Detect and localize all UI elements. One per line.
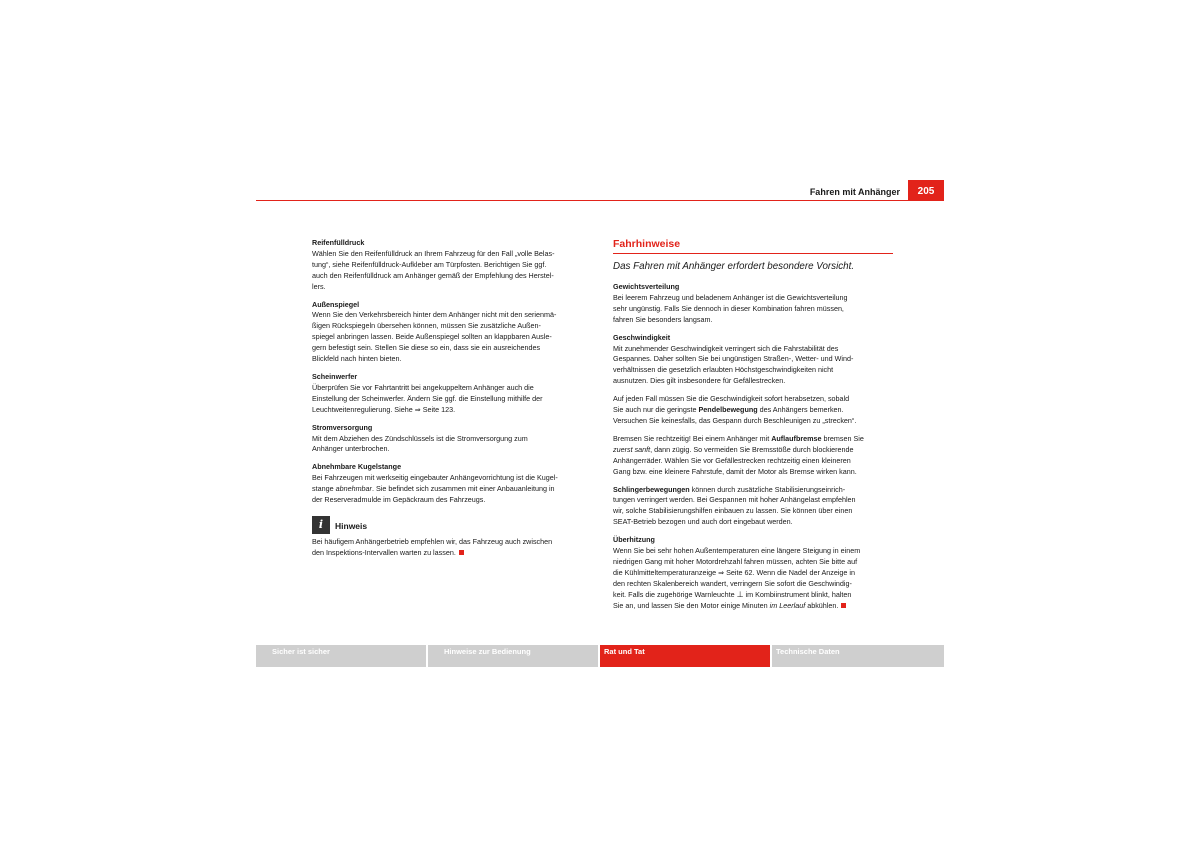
paragraph-ueberhitzung — [613, 546, 893, 611]
text-line: ßigen Rückspiegeln übersehen können, müssen Sie zusätzliche Außen- — [312, 321, 541, 331]
text-line: Wenn Sie bei sehr hohen Außentemperaturen eine längere Steigung in einem — [613, 546, 861, 556]
tab-technische-daten[interactable]: Technische Daten — [772, 645, 944, 667]
emphasis: zuerst sanft — [613, 444, 651, 454]
text-line: Wählen Sie den Reifenfülldruck an Ihrem Fahrzeug für den Fall „volle Belas- — [312, 248, 555, 258]
right-column — [613, 238, 893, 618]
text-line: Gespannes. Daher sollten Sie bei ungünstigen Straßen-, Wetter- und Wind- — [613, 354, 854, 364]
text-line: sehr ungünstig. Falls Sie dennoch in dieser Kombination fahren müssen, — [613, 303, 844, 313]
section-stromversorgung — [312, 423, 592, 456]
section-heading: Überhitzung — [613, 535, 655, 545]
text-run: keit. Falls die zugehörige Warnleuchte — [613, 589, 737, 599]
text-line: Bei Fahrzeugen mit werkseitig eingebauter Anhängevorrichtung ist die Kugel- — [312, 473, 558, 483]
section-aussenspiegel — [312, 300, 592, 365]
text-line: ausnutzen. Dies gilt insbesondere für Gefällestrecken. — [613, 376, 786, 386]
bold-term: Auflaufbremse — [771, 433, 822, 443]
note-body — [312, 537, 592, 559]
text-line: tung“, siehe Reifenfülldruck-Aufkleber am Türpfosten. Berichtigen Sie ggf. — [312, 259, 547, 269]
info-icon: i — [312, 516, 330, 534]
footer-tabs — [256, 645, 944, 667]
section-heading: Gewichtsverteilung — [613, 282, 680, 291]
paragraph-geschwindigkeit-1 — [613, 344, 893, 388]
tab-sicher-ist-sicher[interactable]: Sicher ist sicher — [256, 645, 426, 667]
text-run: abkühlen. — [805, 600, 839, 610]
text-line: Versuchen Sie keinesfalls, das Gespann durch Beschleunigen zu „strecken“. — [613, 415, 857, 425]
emphasis: im Leerlauf — [769, 600, 806, 610]
text-line: Bei häufigem Anhängerbetrieb empfehlen wir, das Fahrzeug auch zwischen — [312, 536, 553, 546]
section-heading: Geschwindigkeit — [613, 332, 671, 342]
text-line: Anhängerräder. Wählen Sie vor Gefällestrecken rechtzeitig einen kleineren — [613, 455, 851, 465]
page-reference-link[interactable]: Leuchtweitenregulierung. Siehe ⇒ Seite 123. — [312, 404, 456, 414]
text-line: SEAT-Betrieb bezogen und auch dort eingebaut werden. — [613, 517, 793, 527]
section-kugelstange — [312, 462, 592, 506]
text-line: Anhänger unterbrochen. — [312, 444, 390, 454]
tab-hinweise-zur-bedienung[interactable]: Hinweise zur Bedienung — [428, 645, 598, 667]
text-line — [613, 485, 893, 496]
text-line — [312, 548, 592, 559]
running-header-title: Fahren mit Anhänger — [809, 187, 900, 197]
section-heading: Abnehmbare Kugelstange — [312, 462, 402, 472]
text-run: Bremsen Sie rechtzeitig! Bei einem Anhänger mit — [613, 433, 772, 443]
header-rule — [256, 200, 944, 201]
text-line — [613, 590, 893, 601]
text-line: lers. — [312, 281, 326, 291]
emphasis: abnehmbar — [335, 484, 372, 494]
text-line: fahren Sie besonders langsam. — [613, 314, 713, 324]
text-line: tungen verringert werden. Bei Gespannen mit hoher Anhängelast empfehlen — [613, 495, 856, 505]
note-header — [312, 516, 592, 534]
coolant-warning-icon: ⊥ — [736, 589, 744, 599]
section-reifenfuelldruck — [312, 238, 592, 293]
text-line: Überprüfen Sie vor Fahrtantritt bei angekuppeltem Anhänger auch die — [312, 382, 534, 392]
text-line: der Reserveradmulde im Gepäckraum des Fahrzeugs. — [312, 495, 486, 505]
bold-term: Pendelbewegung — [698, 405, 758, 415]
text-run: im Kombiinstrument blinkt, halten — [743, 589, 852, 599]
text-line — [613, 405, 893, 416]
text-run: bremsen Sie — [821, 433, 864, 443]
paragraph-geschwindigkeit-4 — [613, 485, 893, 529]
text-line — [312, 484, 592, 495]
page-reference-link[interactable]: die Kühlmitteltemperaturanzeige ⇒ Seite 62. Wenn die Nadel der Anzeige in — [613, 567, 856, 577]
text-line — [613, 601, 893, 612]
page-number: 205 — [908, 180, 944, 201]
text-line: verhältnissen die gesetzlich erlaubten Höchstgeschwindigkeiten nicht — [613, 365, 834, 375]
text-line: Mit zunehmender Geschwindigkeit verringert sich die Fahrstabilität des — [613, 343, 839, 353]
text-run: , dann zügig. So vermeiden Sie Bremsstöße durch blockierende — [650, 444, 854, 454]
section-heading: Stromversorgung — [312, 422, 373, 432]
paragraph-geschwindigkeit-2 — [613, 394, 893, 427]
text-run: stange — [312, 484, 336, 494]
text-line: gern befestigt sein. Stellen Sie diese so ein, dass sie ein ausreichendes — [312, 343, 541, 353]
section-intro: Das Fahren mit Anhänger erfordert besondere Vorsicht. — [613, 261, 855, 272]
section-scheinwerfer — [312, 372, 592, 416]
text-line: spiegel anbringen lassen. Beide Außenspiegel sollten an klappbaren Ausle- — [312, 332, 552, 342]
note-box — [312, 516, 592, 559]
text-run: Sie auch nur die geringste — [613, 405, 699, 415]
text-line: Blickfeld nach hinten bieten. — [312, 354, 402, 364]
text-line: Mit dem Abziehen des Zündschlüssels ist die Stromversorgung zum — [312, 433, 528, 443]
paragraph-geschwindigkeit-3 — [613, 434, 893, 478]
text-line: den rechten Skalenbereich wandert, verringern Sie sofort die Geschwindig- — [613, 578, 852, 588]
paragraph-gewichtsverteilung — [613, 293, 893, 326]
text-line: Gang bzw. eine kleinere Fahrstufe, damit der Motor als Bremse wirken kann. — [613, 466, 857, 476]
text-run: können durch zusätzliche Stabilisierungseinrich- — [689, 484, 846, 494]
section-heading: Reifenfülldruck — [312, 238, 365, 247]
text-line: Bei leerem Fahrzeug und beladenem Anhänger ist die Gewichtsverteilung — [613, 292, 848, 302]
text-run: den Inspektions-Intervallen warten zu lassen. — [312, 547, 456, 557]
bold-term: Schlingerbewegungen — [613, 484, 690, 494]
text-line: Einstellung der Scheinwerfer. Ändern Sie ggf. die Einstellung mithilfe der — [312, 393, 543, 403]
end-marker — [841, 603, 846, 608]
section-heading: Außenspiegel — [312, 299, 360, 309]
left-column — [312, 238, 592, 559]
text-run: . Sie befindet sich zusammen mit einer Anbauanleitung in — [371, 484, 555, 494]
text-line — [613, 445, 893, 456]
section-heading: Scheinwerfer — [312, 371, 358, 381]
text-line: wir, solche Stabilisierungshilfen einbauen zu lassen. Sie können über einen — [613, 506, 853, 516]
text-run: Sie an, und lassen Sie den Motor einige Minuten — [613, 600, 770, 610]
end-marker — [459, 550, 464, 555]
text-run: des Anhängers bemerken. — [757, 405, 844, 415]
section-title: Fahrhinweise — [613, 238, 893, 254]
text-line: niedrigen Gang mit hoher Motordrehzahl fahren müssen, achten Sie bitte auf — [613, 556, 858, 566]
text-line: Wenn Sie den Verkehrsbereich hinter dem Anhänger nicht mit den serienmä- — [312, 310, 557, 320]
note-title: Hinweis — [335, 521, 368, 532]
tab-rat-und-tat[interactable]: Rat und Tat — [600, 645, 770, 667]
text-line — [613, 434, 893, 445]
text-line: auch den Reifenfülldruck am Anhänger gemäß der Empfehlung des Herstel- — [312, 270, 554, 280]
text-line: Auf jeden Fall müssen Sie die Geschwindigkeit sofort herabsetzen, sobald — [613, 394, 850, 404]
